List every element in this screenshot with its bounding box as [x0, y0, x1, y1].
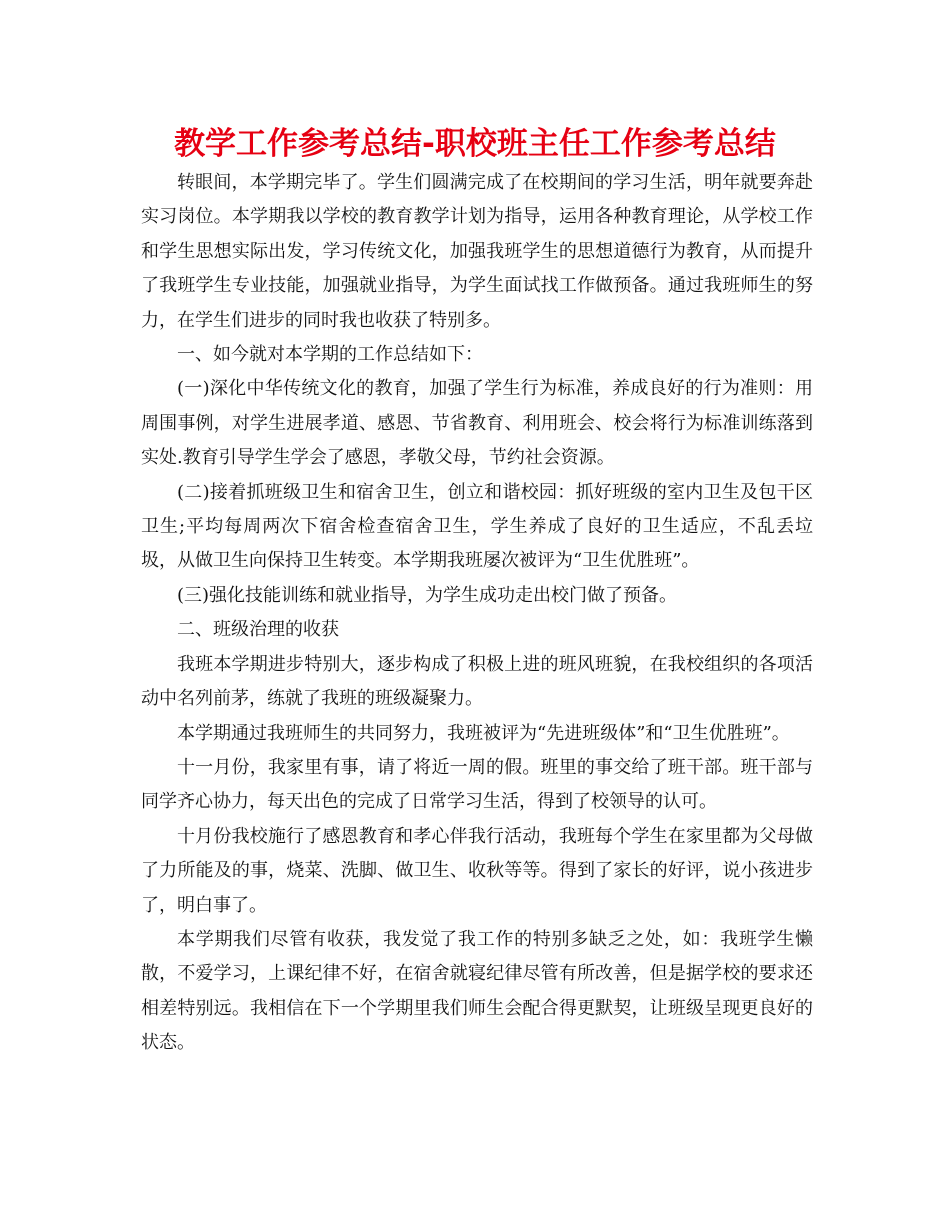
paragraph-progress: 我班本学期进步特别大，逐步构成了积极上进的班风班貌，在我校组织的各项活动中名列前茅，练就了我班的班级凝聚力。: [141, 653, 813, 710]
paragraph-section-one-heading: 一、如今就对本学期的工作总结如下：: [177, 344, 483, 366]
paragraph-awards: 本学期通过我班师生的共同努力，我班被评为“先进班级体”和“卫生优胜班”。: [177, 722, 790, 744]
paragraph-november: 十一月份，我家里有事，请了将近一周的假。班里的事交给了班干部。班干部与同学齐心协力，每天出色的完成了日常学习生活，得到了校领导的认可。: [141, 756, 813, 813]
document-title: 教学工作参考总结-职校班主任工作参考总结: [174, 126, 776, 162]
paragraph-october: 十月份我校施行了感恩教育和孝心伴我行活动，我班每个学生在家里都为父母做了力所能及的事，烧菜、洗脚、做卫生、收秋等等。得到了家长的好评，说小孩进步了，明白事了。: [141, 825, 813, 916]
paragraph-intro: 转眼间，本学期完毕了。学生们圆满完成了在校期间的学习生活，明年就要奔赴实习岗位。本学期我以学校的教育教学计划为指导，运用各种教育理论，从学校工作和学生思想实际出发，学习传统文化，加强我班学生的思想道德行为教育，从而提升了我班学生专业技能，加强就业指导，为学生面试找工作做预备。通过我班师生的努力，在学生们进步的同时我也收获了特别多。: [141, 172, 813, 331]
paragraph-item-one: (一)深化中华传统文化的教育，加强了学生行为标准，养成良好的行为准则：用周围事例，对学生进展孝道、感恩、节省教育、利用班会、校会将行为标准训练落到实处.教育引导学生学会了感恩，孝敬父母，节约社会资源。: [141, 378, 813, 469]
paragraph-conclusion: 本学期我们尽管有收获，我发觉了我工作的特别多缺乏之处，如：我班学生懒散，不爱学习，上课纪律不好，在宿舍就寝纪律尽管有所改善，但是据学校的要求还相差特别远。我相信在下一个学期里我们师生会配合得更默契，让班级呈现更良好的状态。: [141, 928, 813, 1054]
paragraph-section-two-heading: 二、班级治理的收获: [177, 619, 339, 641]
paragraph-item-three: (三)强化技能训练和就业指导，为学生成功走出校门做了预备。: [177, 584, 678, 606]
paragraph-item-two: (二)接着抓班级卫生和宿舍卫生，创立和谐校园：抓好班级的室内卫生及包干区卫生;平均每周两次下宿舍检查宿舍卫生，学生养成了良好的卫生适应，不乱丢垃圾，从做卫生向保持卫生转变。本学期我班屡次被评为“卫生优胜班”。: [141, 481, 813, 572]
document-body: [141, 166, 813, 1061]
